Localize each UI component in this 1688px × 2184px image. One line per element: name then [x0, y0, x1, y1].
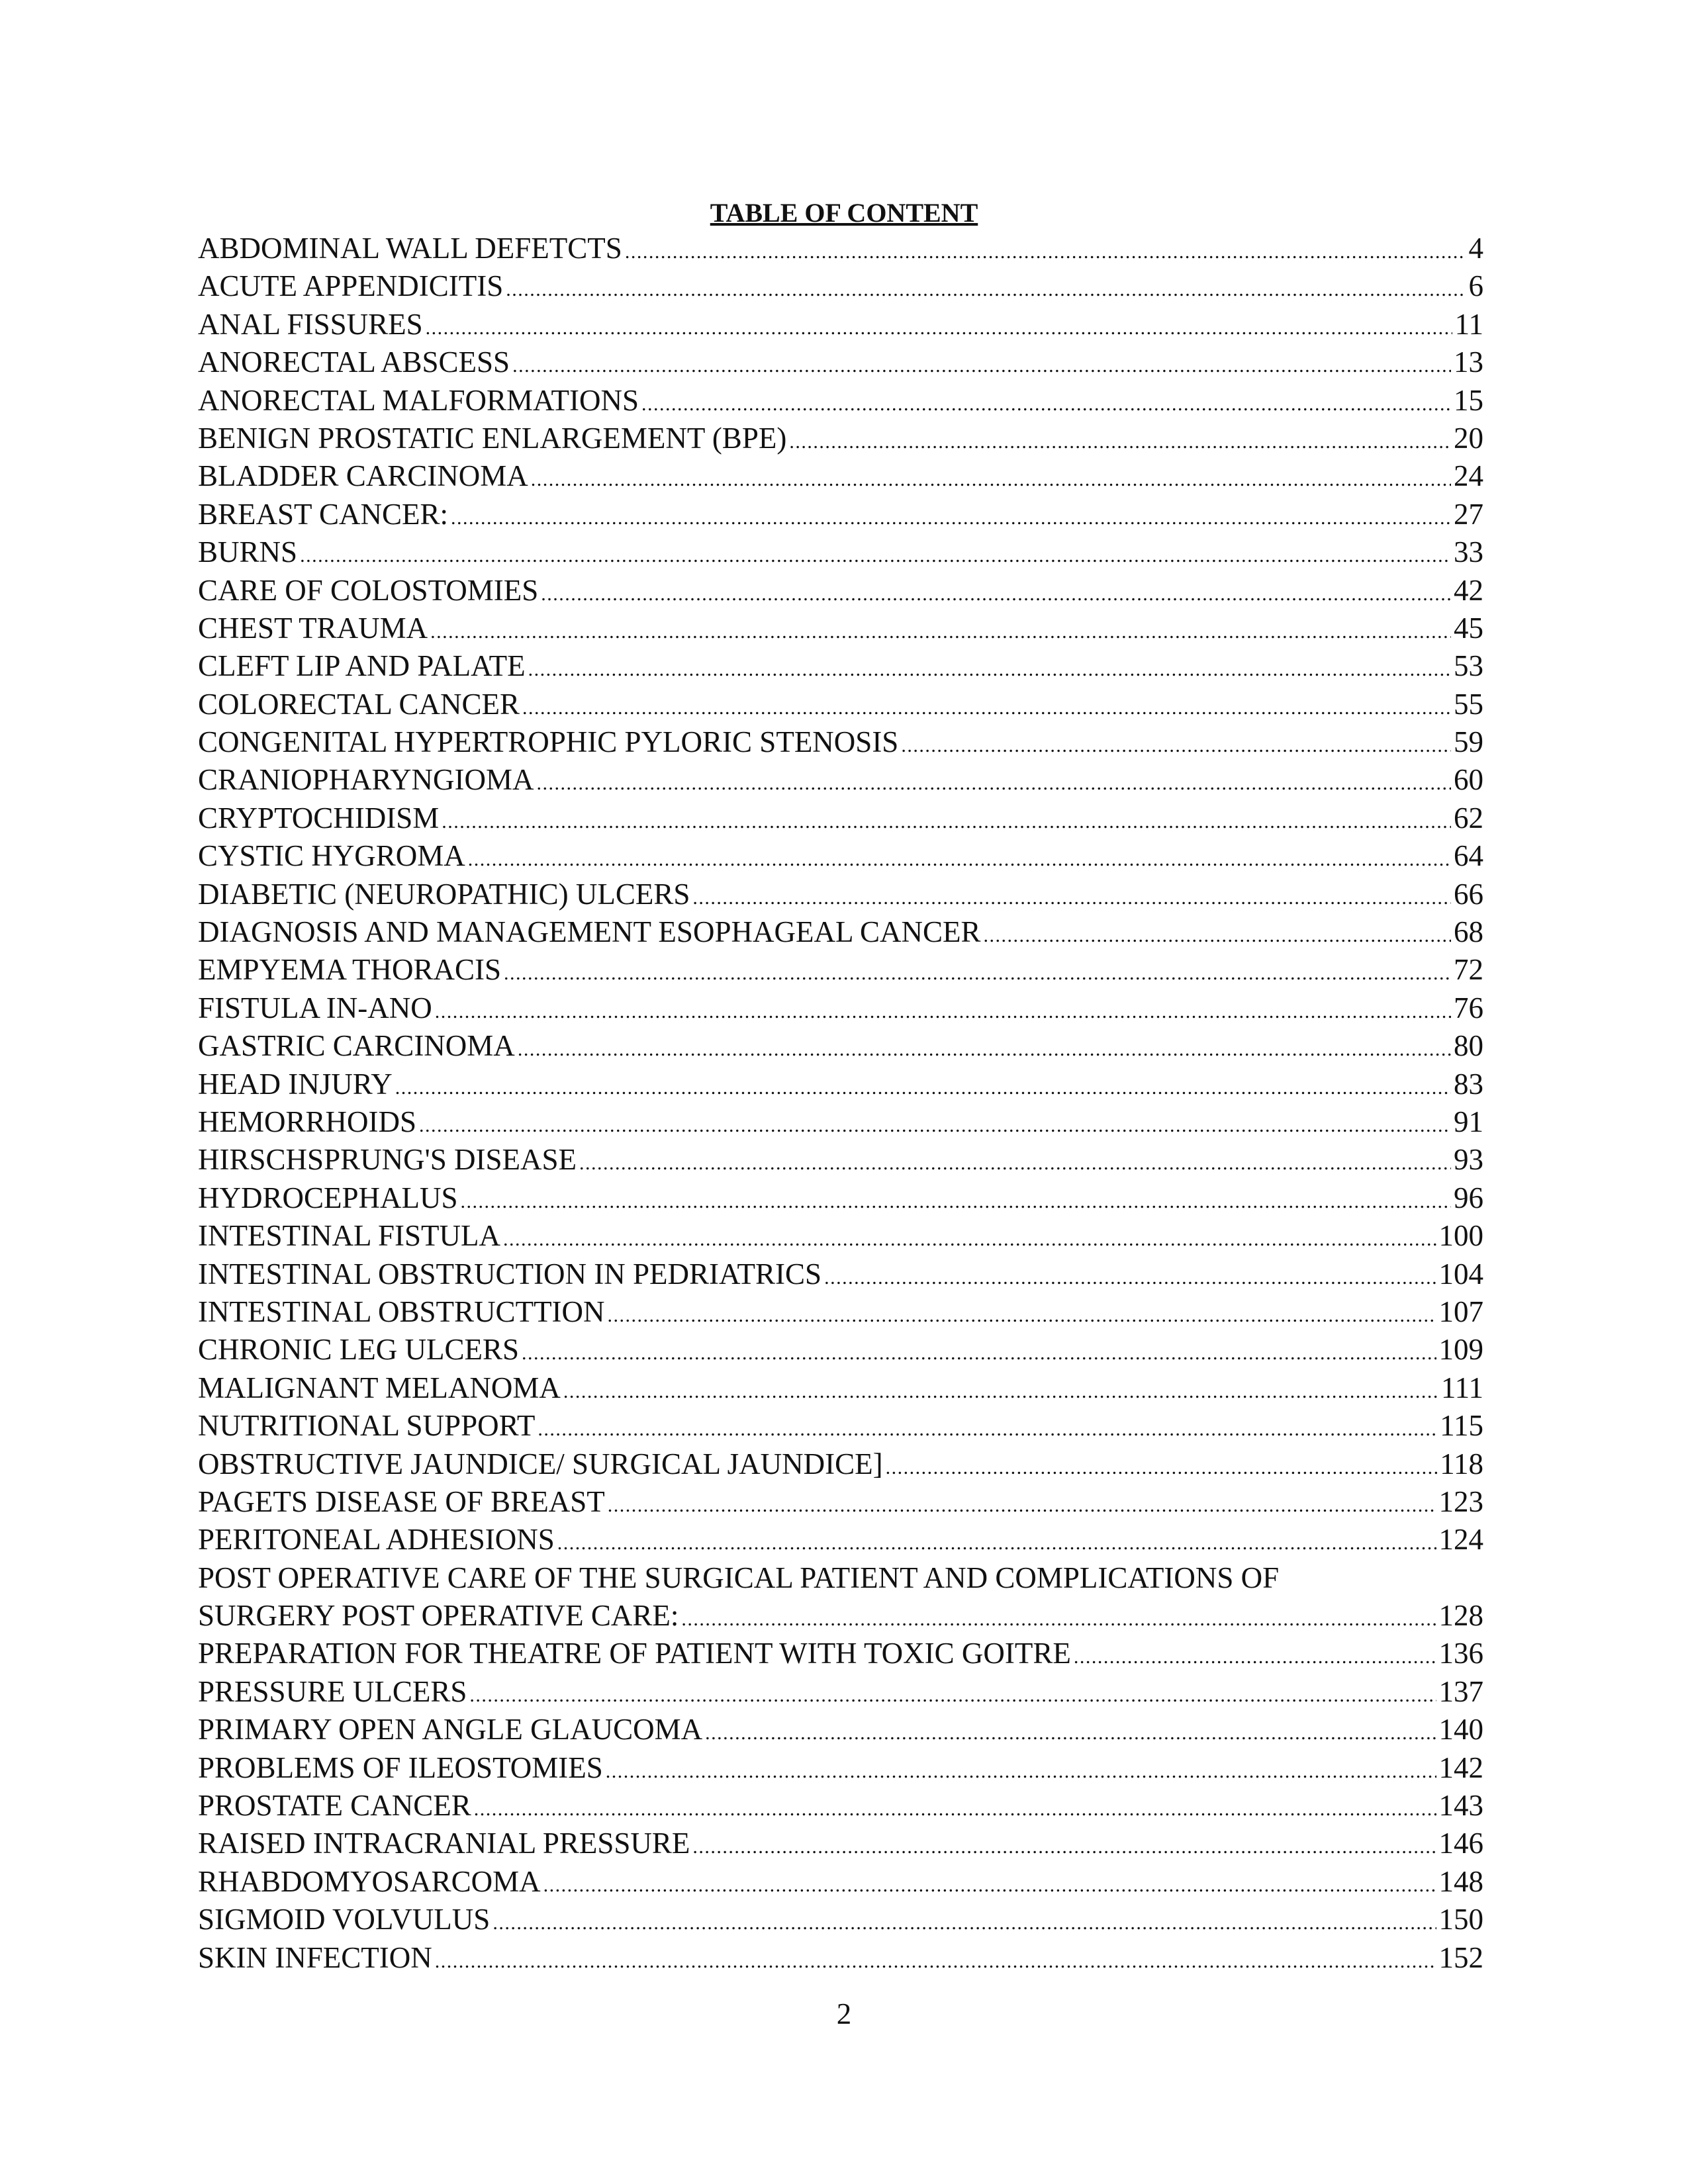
toc-entry[interactable] [198, 343, 1483, 381]
toc-entry-page: 80 [1454, 1029, 1483, 1063]
toc-dot-leader [426, 306, 1452, 343]
toc-dot-leader [1074, 1635, 1436, 1672]
toc-dot-leader [625, 230, 1466, 267]
toc-entry-label: SIGMOID VOLVULUS [198, 1903, 491, 1936]
toc-entry-label: PROSTATE CANCER [198, 1789, 471, 1823]
toc-entry-page: 42 [1454, 573, 1483, 607]
toc-entry-page: 150 [1438, 1903, 1483, 1936]
toc-entry-page: 53 [1454, 649, 1483, 683]
toc-entry[interactable] [198, 1825, 1483, 1862]
toc-dot-leader [504, 951, 1451, 989]
toc-entry[interactable] [198, 647, 1483, 685]
toc-dot-leader [531, 457, 1451, 495]
toc-entry[interactable] [198, 1141, 1483, 1179]
toc-entry-label: CLEFT LIP AND PALATE [198, 649, 526, 683]
toc-entry-page: 66 [1454, 877, 1483, 911]
toc-dot-leader [503, 1217, 1436, 1255]
toc-entry[interactable] [198, 267, 1483, 305]
toc-entry[interactable] [198, 1787, 1483, 1825]
toc-entry-page: 24 [1454, 459, 1483, 493]
toc-entry-label: CRYPTOCHIDISM [198, 801, 440, 835]
toc-entry-label: RAISED INTRACRANIAL PRESSURE [198, 1827, 690, 1860]
toc-entry[interactable] [198, 723, 1483, 761]
toc-entry-label: PROBLEMS OF ILEOSTOMIES [198, 1751, 603, 1784]
toc-entry[interactable] [198, 1179, 1483, 1217]
toc-entry[interactable] [198, 1027, 1483, 1065]
toc-entry-label: PRESSURE ULCERS [198, 1674, 467, 1708]
toc-dot-leader [789, 420, 1451, 457]
toc-dot-leader [886, 1445, 1438, 1483]
toc-entry-label: PRIMARY OPEN ANGLE GLAUCOMA [198, 1713, 703, 1747]
toc-entry[interactable] [198, 876, 1483, 913]
toc-dot-leader [435, 1939, 1436, 1977]
toc-entry-label-line2: SURGERY POST OPERATIVE CARE: [198, 1599, 679, 1633]
toc-entry-label: HIRSCHSPRUNG'S DISEASE [198, 1143, 577, 1177]
toc-entry-label: BREAST CANCER: [198, 497, 448, 531]
toc-entry[interactable] [198, 420, 1483, 457]
toc-dot-leader [641, 382, 1451, 420]
toc-entry-page: 128 [1438, 1599, 1483, 1633]
toc-entry[interactable] [198, 799, 1483, 837]
toc-entry-page: 118 [1440, 1447, 1483, 1480]
toc-entry-page: 76 [1454, 991, 1483, 1024]
toc-dot-leader [522, 686, 1451, 723]
toc-dot-leader [824, 1255, 1436, 1293]
toc-entry-label: CARE OF COLOSTOMIES [198, 573, 539, 607]
toc-entry[interactable] [198, 1293, 1483, 1331]
toc-entry-line2 [198, 1597, 1483, 1635]
toc-entry[interactable] [198, 1217, 1483, 1255]
toc-entry-label: DIAGNOSIS AND MANAGEMENT ESOPHAGEAL CANCER [198, 915, 981, 949]
toc-entry-label: SKIN INFECTION [198, 1940, 432, 1974]
toc-dot-leader [430, 610, 1451, 647]
toc-entry-page: 111 [1440, 1371, 1483, 1404]
toc-entry-page: 15 [1454, 383, 1483, 417]
toc-dot-leader [528, 647, 1451, 685]
toc-dot-leader [461, 1179, 1451, 1217]
toc-entry-label: INTESTINAL OBSTRUCTION IN PEDRIATRICS [198, 1257, 822, 1291]
toc-entry-label: BURNS [198, 535, 298, 569]
toc-entry-page: 33 [1454, 535, 1483, 569]
toc-dot-leader [435, 989, 1451, 1027]
toc-entry-page: 124 [1438, 1523, 1483, 1557]
toc-entry[interactable] [198, 496, 1483, 533]
toc-dot-leader [692, 876, 1451, 913]
toc-dot-leader [692, 1825, 1436, 1862]
toc-entry-label: PAGETS DISEASE OF BREAST [198, 1484, 605, 1518]
toc-entry-label: INTESTINAL OBSTRUCTTION [198, 1295, 605, 1328]
toc-entry[interactable] [198, 572, 1483, 610]
toc-entry[interactable] [198, 1255, 1483, 1293]
toc-entry-page: 59 [1454, 725, 1483, 759]
toc-dot-leader [469, 1673, 1436, 1711]
toc-entry-label: BLADDER CARCINOMA [198, 459, 528, 493]
toc-entry[interactable] [198, 1711, 1483, 1749]
toc-entry-label: CONGENITAL HYPERTROPHIC PYLORIC STENOSIS [198, 725, 899, 759]
toc-entry-page: 60 [1454, 763, 1483, 797]
toc-dot-leader [563, 1369, 1438, 1407]
toc-entry-page: 68 [1454, 915, 1483, 949]
toc-entry[interactable] [198, 1673, 1483, 1711]
toc-entry[interactable] [198, 1863, 1483, 1901]
toc-entry[interactable] [198, 837, 1483, 875]
toc-entry[interactable] [198, 1635, 1483, 1672]
toc-entry-page: 20 [1454, 421, 1483, 455]
toc-entry-label: ANAL FISSURES [198, 307, 423, 341]
toc-dot-leader [608, 1483, 1436, 1521]
toc-entry-label: OBSTRUCTIVE JAUNDICE/ SURGICAL JAUNDICE] [198, 1447, 883, 1480]
toc-entry-page: 115 [1440, 1409, 1483, 1443]
page-number: 2 [836, 1997, 852, 2030]
toc-entry[interactable] [198, 1331, 1483, 1369]
toc-entry-page: 13 [1454, 345, 1483, 379]
toc-dot-leader [512, 343, 1451, 381]
toc-entry-label: EMPYEMA THORACIS [198, 953, 501, 987]
toc-entry[interactable] [198, 1749, 1483, 1787]
toc-entry-page: 62 [1454, 801, 1483, 835]
toc-entry-page: 91 [1454, 1105, 1483, 1138]
toc-entry-label: COLORECTAL CANCER [198, 687, 520, 721]
toc-dot-leader [419, 1103, 1451, 1141]
toc-dot-leader [579, 1141, 1451, 1179]
toc-entry-label: PREPARATION FOR THEATRE OF PATIENT WITH TOXIC GOITRE [198, 1637, 1071, 1670]
toc-entry[interactable] [198, 761, 1483, 799]
toc-entry-label: CYSTIC HYGROMA [198, 839, 465, 873]
toc-entry[interactable] [198, 533, 1483, 571]
toc-dot-leader [537, 761, 1451, 799]
toc-entry[interactable] [198, 1103, 1483, 1141]
toc-entry[interactable] [198, 1445, 1483, 1483]
toc-entry[interactable] [198, 1066, 1483, 1103]
toc-entry-page: 72 [1454, 953, 1483, 987]
toc-dot-leader [468, 837, 1451, 875]
toc-entry-page: 136 [1438, 1637, 1483, 1670]
toc-entry-label: ABDOMINAL WALL DEFETCTS [198, 232, 622, 265]
toc-entry-page: 137 [1438, 1674, 1483, 1708]
toc-entry-page: 96 [1454, 1181, 1483, 1214]
toc-dot-leader [451, 496, 1451, 533]
toc-entry-page: 11 [1454, 307, 1483, 341]
toc-entry-page: 64 [1454, 839, 1483, 873]
toc-dot-leader [557, 1521, 1436, 1559]
toc-dot-leader [506, 267, 1466, 305]
toc-entry[interactable] [198, 913, 1483, 951]
toc-entry-label: CHRONIC LEG ULCERS [198, 1333, 520, 1367]
toc-dot-leader [901, 723, 1451, 761]
toc-dot-leader [538, 1407, 1437, 1445]
toc-entry[interactable] [198, 230, 1483, 267]
toc-entry-page: 140 [1438, 1713, 1483, 1747]
toc-entry[interactable] [198, 1939, 1483, 1977]
toc-entry-label: MALIGNANT MELANOMA [198, 1371, 561, 1404]
toc-list [198, 230, 1483, 1977]
toc-entry-label: INTESTINAL FISTULA [198, 1219, 501, 1253]
toc-entry-page: 152 [1438, 1940, 1483, 1974]
toc-entry-label: GASTRIC CARCINOMA [198, 1029, 515, 1063]
toc-entry-label: ACUTE APPENDICITIS [198, 269, 504, 303]
toc-entry-page: 100 [1438, 1219, 1483, 1253]
toc-dot-leader [300, 533, 1451, 571]
toc-entry[interactable] [198, 1901, 1483, 1938]
toc-dot-leader [543, 1863, 1436, 1901]
toc-dot-leader [681, 1597, 1436, 1635]
toc-dot-leader [541, 572, 1451, 610]
toc-dot-leader [442, 799, 1451, 837]
toc-entry-wrapped[interactable] [198, 1559, 1483, 1635]
toc-dot-leader [606, 1749, 1436, 1787]
toc-entry-page: 45 [1454, 611, 1483, 645]
toc-entry-page: 142 [1438, 1751, 1483, 1784]
toc-entry-label: ANORECTAL ABSCESS [198, 345, 510, 379]
toc-entry[interactable] [198, 610, 1483, 647]
toc-entry-page: 83 [1454, 1067, 1483, 1101]
toc-entry-label: NUTRITIONAL SUPPORT [198, 1409, 536, 1443]
toc-entry[interactable] [198, 989, 1483, 1027]
toc-entry-label: HEMORRHOIDS [198, 1105, 417, 1138]
toc-entry[interactable] [198, 951, 1483, 989]
toc-dot-leader [608, 1293, 1436, 1331]
toc-entry[interactable] [198, 306, 1483, 343]
toc-entry-page: 148 [1438, 1864, 1483, 1898]
toc-entry-page: 107 [1438, 1295, 1483, 1328]
toc-entry-label: RHABDOMYOSARCOMA [198, 1864, 541, 1898]
toc-title: TABLE OF CONTENT [710, 198, 978, 228]
toc-entry-label: FISTULA IN-ANO [198, 991, 432, 1024]
toc-entry[interactable] [198, 457, 1483, 495]
toc-dot-leader [492, 1901, 1436, 1938]
toc-entry[interactable] [198, 1521, 1483, 1559]
toc-entry-page: 109 [1438, 1333, 1483, 1367]
toc-dot-leader [474, 1787, 1436, 1825]
toc-entry-page: 93 [1454, 1143, 1483, 1177]
toc-entry-page: 6 [1468, 269, 1483, 303]
toc-dot-leader [522, 1331, 1436, 1369]
toc-entry-page: 55 [1454, 687, 1483, 721]
toc-entry-page: 4 [1468, 232, 1483, 265]
toc-entry-label: ANORECTAL MALFORMATIONS [198, 383, 639, 417]
toc-entry-label: PERITONEAL ADHESIONS [198, 1523, 555, 1557]
toc-dot-leader [705, 1711, 1436, 1749]
toc-entry[interactable] [198, 1407, 1483, 1445]
toc-dot-leader [518, 1027, 1451, 1065]
toc-entry[interactable] [198, 1483, 1483, 1521]
toc-entry[interactable] [198, 382, 1483, 420]
toc-entry-label: BENIGN PROSTATIC ENLARGEMENT (BPE) [198, 421, 787, 455]
toc-entry-label: HEAD INJURY [198, 1067, 393, 1101]
toc-entry-page: 104 [1438, 1257, 1483, 1291]
toc-entry-page: 143 [1438, 1789, 1483, 1823]
toc-entry-page: 146 [1438, 1827, 1483, 1860]
toc-entry[interactable] [198, 1369, 1483, 1407]
toc-entry-label: HYDROCEPHALUS [198, 1181, 458, 1214]
toc-entry-page: 27 [1454, 497, 1483, 531]
toc-entry-page: 123 [1438, 1484, 1483, 1518]
toc-entry-label: CRANIOPHARYNGIOMA [198, 763, 534, 797]
toc-dot-leader [395, 1066, 1451, 1103]
toc-entry-label: CHEST TRAUMA [198, 611, 428, 645]
toc-entry-label-line1: POST OPERATIVE CARE OF THE SURGICAL PATIENT AND COMPLICATIONS OF [198, 1561, 1280, 1594]
toc-entry[interactable] [198, 686, 1483, 723]
toc-entry-label: DIABETIC (NEUROPATHIC) ULCERS [198, 877, 690, 911]
toc-dot-leader [984, 913, 1451, 951]
